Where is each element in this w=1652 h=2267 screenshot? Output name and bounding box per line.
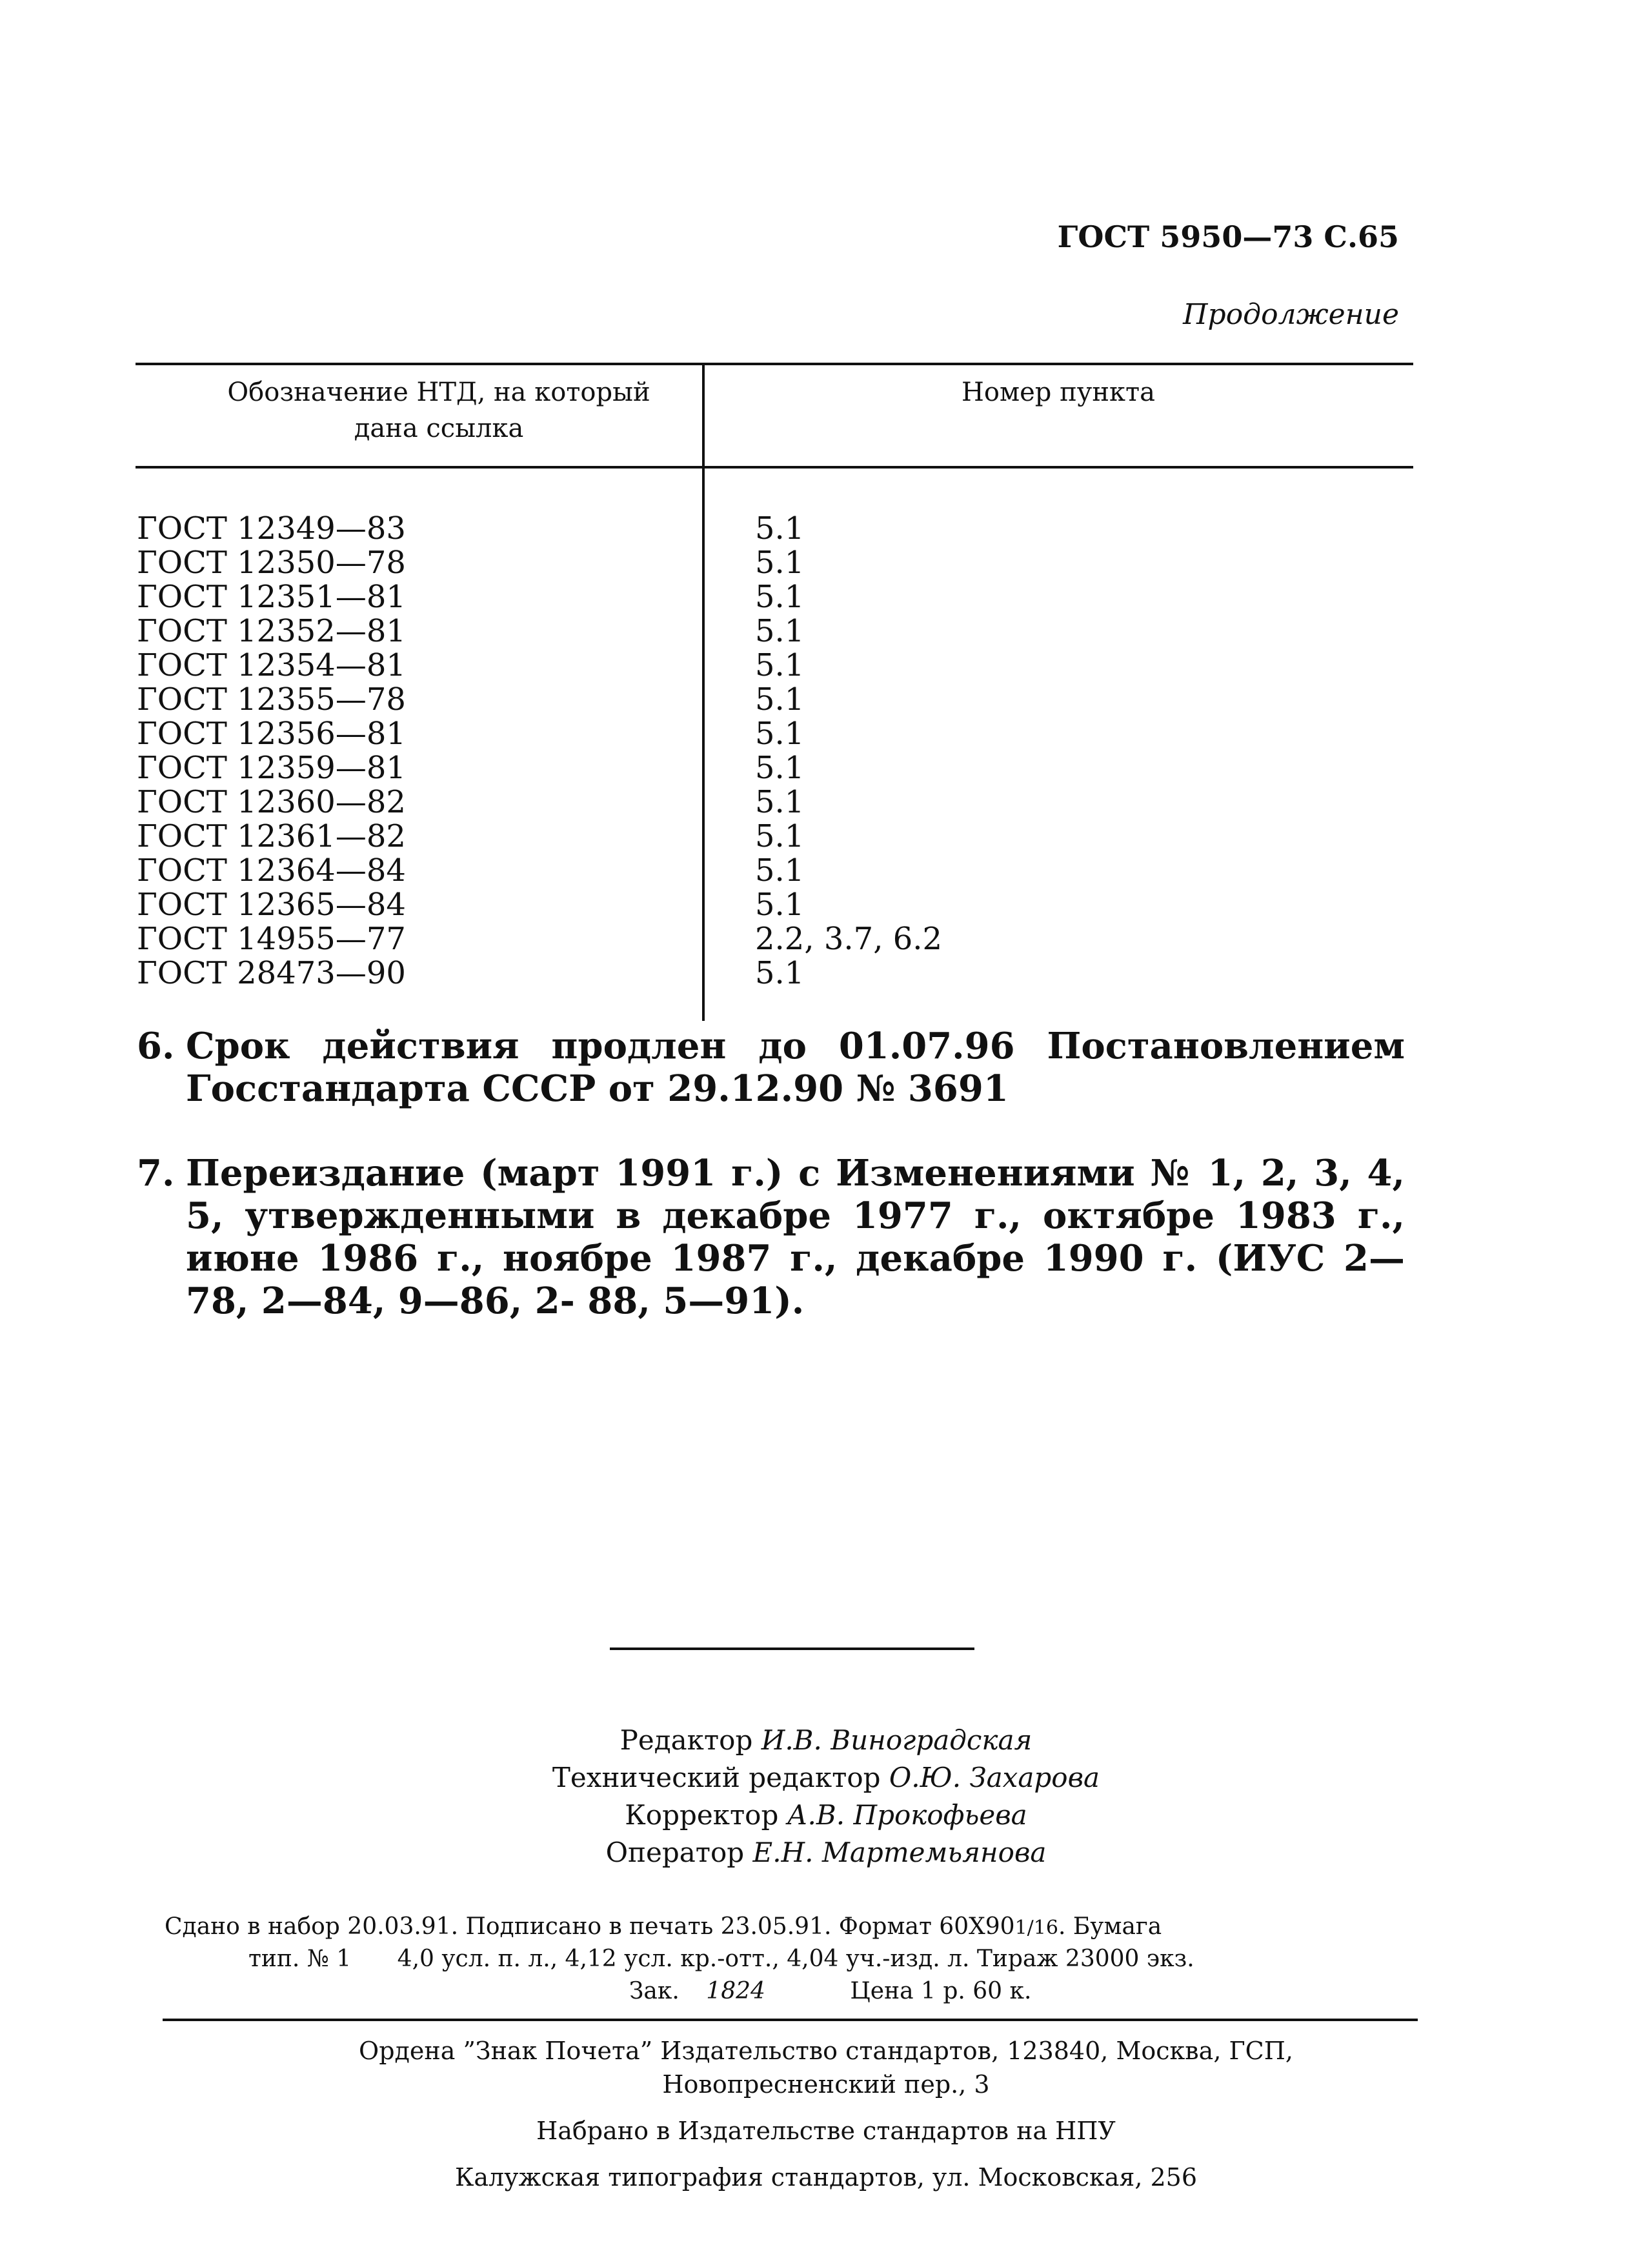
- table-cell-item: 5.1: [755, 887, 805, 923]
- footer-rule: [163, 2019, 1418, 2021]
- table-cell-item: 5.1: [755, 545, 805, 581]
- format-fraction: 1/16: [1014, 1917, 1058, 1939]
- table-cell-item: 5.1: [755, 716, 805, 752]
- table-cell-item: 5.1: [755, 818, 805, 854]
- table-row: ГОСТ 12349—83: [137, 510, 406, 547]
- tech-editor-name: О.Ю. Захарова: [889, 1762, 1100, 1793]
- paragraph-6: [137, 1025, 1405, 1115]
- printer-line: Калужская типография стандартов, ул. Московская, 256: [454, 2163, 1198, 2191]
- typeset-line: Набрано в Издательстве стандартов на НПУ: [536, 2117, 1116, 2145]
- price: Цена 1 р. 60 к.: [850, 1978, 1032, 2004]
- operator-label: Оператор: [605, 1837, 745, 1868]
- tech-editor-line: [0, 1759, 1652, 1797]
- continuation-label: Продолжение: [1183, 298, 1399, 331]
- table-row: ГОСТ 12360—82: [137, 784, 406, 820]
- table-row: ГОСТ 12359—81: [137, 750, 406, 786]
- table-cell-item: 5.1: [755, 852, 805, 889]
- table-row: ГОСТ 28473—90: [137, 955, 406, 991]
- item-column: [755, 512, 942, 991]
- table-row: ГОСТ 14955—77: [137, 921, 406, 957]
- paragraph-7-text: Переиздание (март 1991 г.) с Изменениями № 1, 2, 3, 4, 5, утвержденными в декабре 1977 г., октябре 1983 г., июне 1986 г., ноябре 1987 г., декабре 1990 г. (ИУС 2—78, 2—84, 9—86, 2- 88, 5—91).: [186, 1152, 1405, 1322]
- paragraph-6-number: 6.: [137, 1025, 175, 1067]
- editor-line: [0, 1722, 1652, 1759]
- publisher-line-1: Ордена ”Знак Почета” Издательство стандартов, 123840, Москва, ГСП,: [359, 2037, 1293, 2065]
- table-cell-item: 5.1: [755, 750, 805, 786]
- imprint-line-1: [165, 1911, 1162, 1944]
- table-header-rule: [136, 466, 1413, 469]
- imprint-text: Сдано в набор 20.03.91. Подписано в печать 23.05.91. Формат 60Х90: [165, 1913, 1015, 1940]
- table-cell-item: 5.1: [755, 784, 805, 820]
- document-column: [137, 512, 406, 991]
- table-row: ГОСТ 12350—78: [137, 545, 406, 581]
- table-row: ГОСТ 12352—81: [137, 613, 406, 649]
- table-cell-item: 5.1: [755, 681, 805, 718]
- order-number: 1824: [706, 1978, 765, 2004]
- paragraph-6-text: Срок действия продлен до 01.07.96 Постановлением Госстандарта СССР от 29.12.90 № 3691: [186, 1025, 1405, 1110]
- table-cell-item: 5.1: [755, 579, 805, 615]
- table-row: ГОСТ 12356—81: [137, 716, 406, 752]
- corrector-name: А.В. Прокофьева: [787, 1799, 1027, 1831]
- corrector-label: Корректор: [625, 1799, 779, 1831]
- paragraph-7: [137, 1152, 1405, 1333]
- order-label: Зак.: [629, 1978, 680, 2004]
- table-top-rule: [136, 363, 1413, 365]
- imprint-paper-type: тип. № 1: [248, 1946, 352, 1972]
- tech-editor-label: Технический редактор: [552, 1762, 881, 1793]
- table-cell-item: 2.2, 3.7, 6.2: [755, 921, 943, 957]
- table-cell-item: 5.1: [755, 510, 805, 547]
- editor-label: Редактор: [620, 1724, 753, 1756]
- paragraph-7-number: 7.: [137, 1152, 175, 1194]
- table-row: ГОСТ 12361—82: [137, 818, 406, 854]
- imprint-print-details: 4,0 усл. п. л., 4,12 усл. кр.-отт., 4,04 уч.-изд. л. Тираж 23000 экз.: [397, 1946, 1194, 1972]
- column-header-item: Номер пункта: [962, 378, 1155, 407]
- table-row: ГОСТ 12355—78: [137, 681, 406, 718]
- table-cell-item: 5.1: [755, 613, 805, 649]
- table-column-divider: [702, 363, 705, 1021]
- table-row: ГОСТ 12354—81: [137, 647, 406, 683]
- imprint-line-3: [629, 1976, 1031, 2007]
- imprint-paper: . Бумага: [1058, 1913, 1162, 1940]
- operator-line: [0, 1834, 1652, 1871]
- publisher-line-2: Новопресненский пер., 3: [662, 2070, 990, 2099]
- table-row: ГОСТ 12365—84: [137, 887, 406, 923]
- table-row: ГОСТ 12351—81: [137, 579, 406, 615]
- table-cell-item: 5.1: [755, 955, 805, 991]
- table-row: ГОСТ 12364—84: [137, 852, 406, 889]
- table-cell-item: 5.1: [755, 647, 805, 683]
- operator-name: Е.Н. Мартемьянова: [752, 1837, 1047, 1868]
- imprint-line-2: [248, 1944, 1194, 1975]
- credits-block: [0, 1722, 1652, 1871]
- corrector-line: [0, 1797, 1652, 1834]
- page-title: ГОСТ 5950—73 С.65: [1057, 219, 1399, 254]
- editor-name: И.В. Виноградская: [761, 1724, 1032, 1756]
- column-header-document: Обозначение НТД, на который дана ссылка: [227, 378, 650, 443]
- short-separator-rule: [610, 1647, 974, 1650]
